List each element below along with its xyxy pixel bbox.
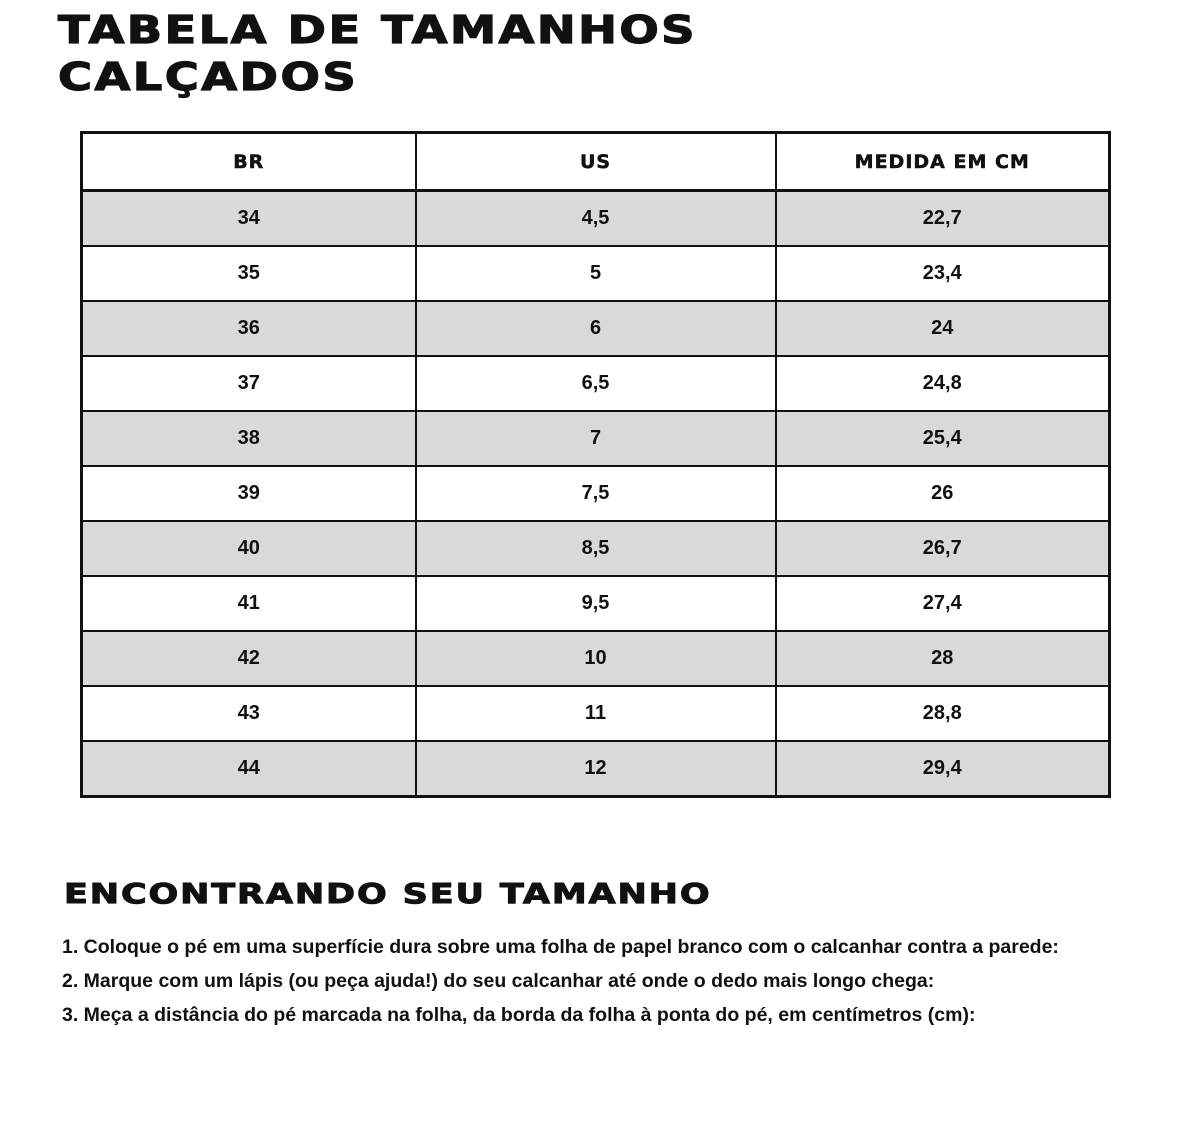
cell-cm: 24,8 — [776, 356, 1110, 411]
cell-br: 42 — [82, 631, 416, 686]
table-row — [82, 301, 1110, 356]
cell-cm: 27,4 — [776, 576, 1110, 631]
instruction-step-3: 3. Meça a distância do pé marcada na folha, da borda da folha à ponta do pé, em centímetros (cm): — [62, 1004, 976, 1026]
cell-br: 44 — [82, 741, 416, 797]
table-row — [82, 191, 1110, 247]
cell-us: 8,5 — [416, 521, 776, 576]
cell-us: 9,5 — [416, 576, 776, 631]
cell-cm: 22,7 — [776, 191, 1110, 247]
column-header-br: BR — [82, 133, 416, 191]
cell-us: 12 — [416, 741, 776, 797]
cell-us: 7 — [416, 411, 776, 466]
size-table — [80, 131, 1111, 798]
cell-br: 35 — [82, 246, 416, 301]
table-row — [82, 246, 1110, 301]
cell-cm: 25,4 — [776, 411, 1110, 466]
cell-br: 37 — [82, 356, 416, 411]
cell-us: 7,5 — [416, 466, 776, 521]
cell-cm: 26 — [776, 466, 1110, 521]
table-row — [82, 411, 1110, 466]
cell-cm: 24 — [776, 301, 1110, 356]
cell-br: 36 — [82, 301, 416, 356]
cell-br: 38 — [82, 411, 416, 466]
cell-cm: 23,4 — [776, 246, 1110, 301]
cell-br: 43 — [82, 686, 416, 741]
cell-us: 10 — [416, 631, 776, 686]
instruction-step-1: 1. Coloque o pé em uma superfície dura sobre uma folha de papel branco com o calcanhar contra a parede: — [62, 936, 1059, 958]
page-title-line-1: TABELA DE TAMANHOS — [58, 8, 697, 52]
instructions-title: ENCONTRANDO SEU TAMANHO — [64, 877, 712, 910]
cell-us: 6 — [416, 301, 776, 356]
table-row — [82, 521, 1110, 576]
cell-br: 40 — [82, 521, 416, 576]
table-row — [82, 741, 1110, 797]
instruction-step-2: 2. Marque com um lápis (ou peça ajuda!) do seu calcanhar até onde o dedo mais longo chega: — [62, 970, 935, 992]
instructions-list — [62, 930, 1059, 1032]
cell-br: 41 — [82, 576, 416, 631]
cell-cm: 28,8 — [776, 686, 1110, 741]
column-header-cm: MEDIDA EM CM — [776, 133, 1110, 191]
cell-cm: 28 — [776, 631, 1110, 686]
cell-us: 11 — [416, 686, 776, 741]
page-title-line-2: CALÇADOS — [58, 55, 359, 99]
cell-cm: 26,7 — [776, 521, 1110, 576]
column-header-us: US — [416, 133, 776, 191]
table-row — [82, 686, 1110, 741]
table-row — [82, 631, 1110, 686]
cell-us: 6,5 — [416, 356, 776, 411]
cell-us: 4,5 — [416, 191, 776, 247]
cell-br: 34 — [82, 191, 416, 247]
table-row — [82, 576, 1110, 631]
table-row — [82, 466, 1110, 521]
cell-br: 39 — [82, 466, 416, 521]
table-header-row — [82, 133, 1110, 191]
table-row — [82, 356, 1110, 411]
cell-cm: 29,4 — [776, 741, 1110, 797]
cell-us: 5 — [416, 246, 776, 301]
